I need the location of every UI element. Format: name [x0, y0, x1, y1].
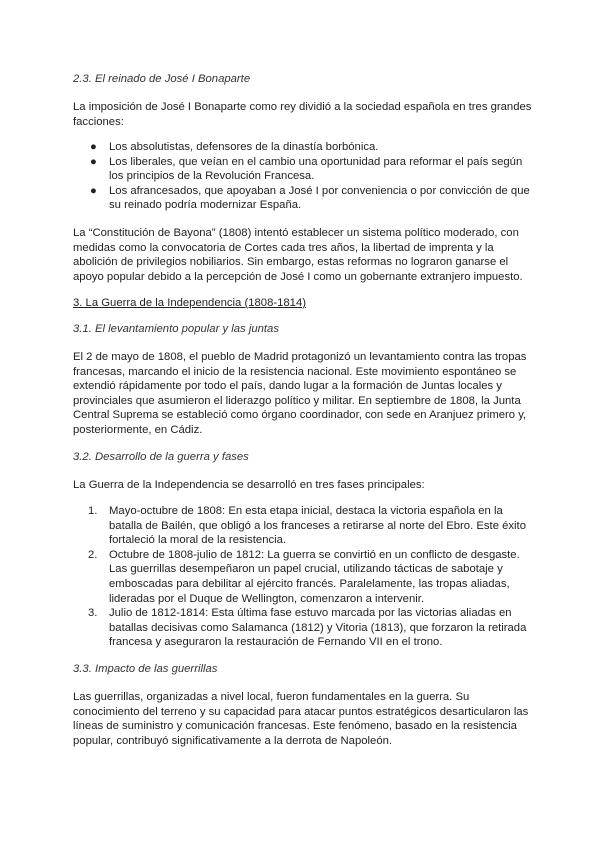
heading-3-1: 3.1. El levantamiento popular y las juntas — [73, 323, 279, 335]
phases-list — [88, 504, 533, 650]
paragraph-3-1: El 2 de mayo de 1808, el pueblo de Madrid protagonizó un levantamiento contra las tropas francesas, marcando el inicio de la resistencia nacional. Este movimiento espontáneo se extendió rápidamente por todo el país, dando lugar a la formación de Juntas locales y provinciales que asumieron el liderazgo político y militar. En septiembre de 1808, la Junta Central Suprema se estableció como órgano coordinador, con sede en Aranjuez primero y, posteriormente, en Cádiz. — [73, 351, 527, 436]
list-number: 3. — [88, 607, 98, 620]
list-item — [88, 184, 533, 213]
list-item-text: Octubre de 1808-julio de 1812: La guerra se convirtió en un conflicto de desgaste. Las guerrillas desempeñaron un papel crucial, utilizando tácticas de sabotaje y emboscadas para debilitar al ejército francés. Paralelamente, las tropas aliadas, lideradas por el Duque de Wellington, comenzaron a intervenir. — [109, 548, 520, 605]
list-item — [88, 606, 533, 650]
list-item — [88, 504, 533, 548]
heading-3-2: 3.2. Desarrollo de la guerra y fases — [73, 451, 249, 463]
paragraph-bayona: La “Constitución de Bayona” (1808) intentó establecer un sistema político moderado, con medidas como la convocatoria de Cortes cada tres años, la libertad de imprenta y la abolición de privilegios nobiliarios. Sin embargo, estas reformas no lograron ganarse el apoyo popular debido a la percepción de José I como un gobernante extranjero impuesto. — [73, 227, 523, 283]
bullet-icon: ● — [90, 141, 97, 153]
heading-3-3: 3.3. Impacto de las guerrillas — [73, 663, 218, 675]
list-number: 2. — [88, 548, 98, 561]
list-item-text: Los afrancesados, que apoyaban a José I por conveniencia o por convicción de que su reinado podría modernizar España. — [109, 184, 530, 212]
list-item — [88, 155, 533, 184]
paragraph-3-3: Las guerrillas, organizadas a nivel local, fueron fundamentales en la guerra. Su conocimiento del terreno y su capacidad para atacar puntos estratégicos desarticularon las líneas de suministro y comunicación francesas. Este fenómeno, basado en la resistencia popular, contribuyó significativamente a la derrota de Napoleón. — [73, 691, 529, 747]
list-item-text: Julio de 1812-1814: Esta última fase estuvo marcada por las victorias aliadas en batallas decisivas como Salamanca (1812) y Vitoria (1813), que forzaron la retirada francesa y aseguraron la restauración de Fernando VII en el trono. — [109, 607, 527, 649]
list-item — [88, 548, 533, 606]
list-number: 1. — [88, 505, 98, 517]
heading-3: 3. La Guerra de la Independencia (1808-1814) — [73, 297, 307, 309]
heading-2-3: 2.3. El reinado de José I Bonaparte — [73, 73, 251, 85]
paragraph-3-2-intro: La Guerra de la Independencia se desarrolló en tres fases principales: — [73, 479, 425, 491]
list-item — [88, 140, 533, 155]
bullet-icon: ● — [90, 155, 97, 168]
list-item-text: Mayo-octubre de 1808: En esta etapa inicial, destaca la victoria española en la batalla de Bailén, que obligó a los franceses a retirarse al norte del Ebro. Este éxito fortaleció la moral de la resistencia. — [109, 505, 526, 547]
list-item-text: Los absolutistas, defensores de la dinastía borbónica. — [109, 141, 379, 153]
list-item-text: Los liberales, que veían en el cambio una oportunidad para reformar el país según los principios de la Revolución Francesa. — [109, 155, 523, 183]
factions-list — [88, 140, 533, 213]
paragraph-2-3-intro: La imposición de José I Bonaparte como rey dividió a la sociedad española en tres grandes facciones: — [73, 101, 532, 128]
bullet-icon: ● — [90, 184, 97, 197]
